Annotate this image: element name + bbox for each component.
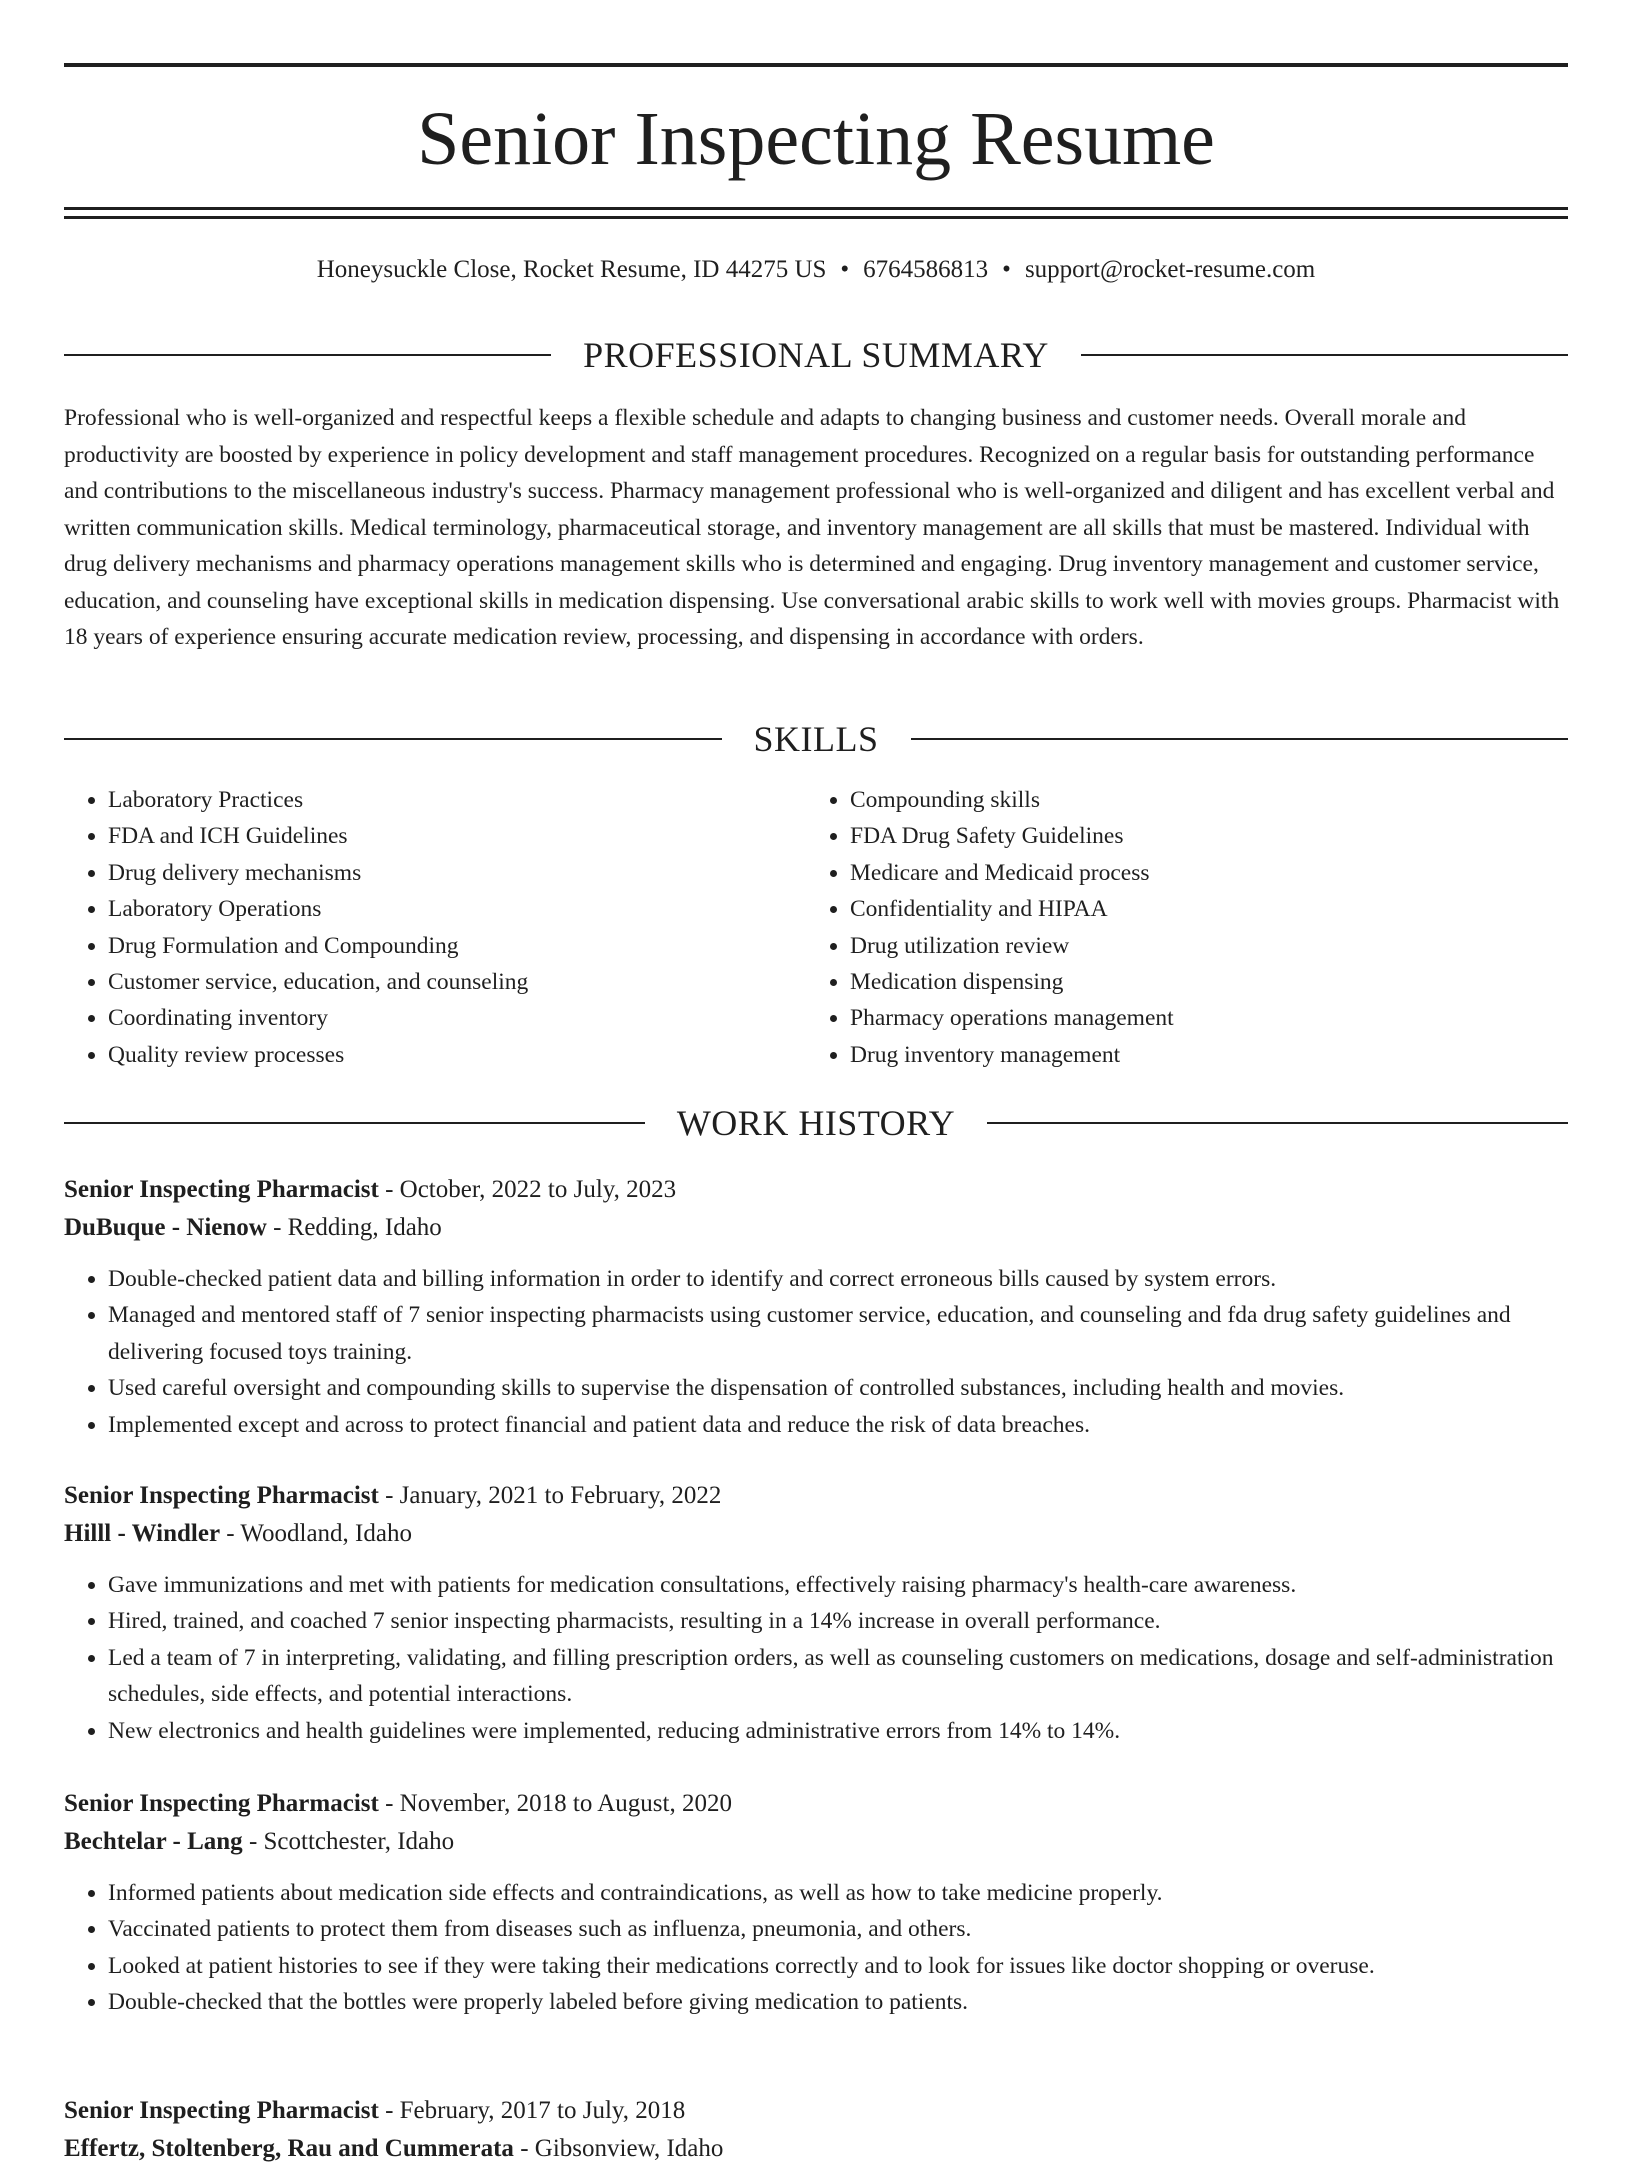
job-dates: - November, 2018 to August, 2020 [378,1790,732,1817]
job-company-line [64,1823,1568,1861]
job-bullet: • New electronics and health guidelines were implemented, reducing administrative errors from 14% to 14%. [108,1713,1568,1749]
section-heading-skills [64,717,1568,761]
title-rule-upper [64,207,1568,210]
job-bullet: • Led a team of 7 in interpreting, validating, and filling prescription orders, as well as counseling customers on medications, dosage and self-administration schedules, side effects, and potential interactions. [108,1640,1568,1713]
job-bullet: • Implemented except and across to protect financial and patient data and reduce the risk of data breaches. [108,1407,1568,1443]
job-bullets [64,1875,1568,2021]
heading-rule [1081,354,1568,356]
job-location: - Gibsonview, Idaho [513,2135,724,2162]
skill-item: • FDA and ICH Guidelines [108,818,806,854]
section-title: PROFESSIONAL SUMMARY [583,335,1049,375]
skill-item: • Medication dispensing [850,964,1548,1000]
job-dates: - October, 2022 to July, 2023 [378,1176,677,1203]
title-rule-lower [64,216,1568,219]
job-entry [64,1171,1568,1443]
resume-title: Senior Inspecting Resume [417,97,1215,181]
job-company-line [64,2130,1568,2168]
job-company-line [64,1515,1568,1553]
job-bullet: • Informed patients about medication side effects and contraindications, as well as how to take medicine properly. [108,1875,1568,1911]
skill-item: • Medicare and Medicaid process [850,855,1548,891]
job-title-line [64,1477,1568,1515]
skill-item: • Laboratory Practices [108,782,806,818]
job-company-line [64,1209,1568,1247]
job-entry [64,1477,1568,1749]
contact-phone: 6764586813 [863,256,989,283]
skill-item: • Compounding skills [850,782,1548,818]
job-title-line [64,1785,1568,1823]
section-heading-summary [64,333,1568,377]
heading-rule [987,1122,1568,1124]
skill-item: • Drug delivery mechanisms [108,855,806,891]
job-location: - Redding, Idaho [266,1214,442,1241]
job-bullet: • Used careful oversight and compounding skills to supervise the dispensation of controlled substances, including health and movies. [108,1370,1568,1406]
section-title: WORK HISTORY [676,1103,956,1143]
job-bullet: • Looked at patient histories to see if they were taking their medications correctly and to look for issues like doctor shopping or overuse. [108,1948,1568,1984]
job-bullet: • Double-checked that the bottles were properly labeled before giving medication to patients. [108,1984,1568,2020]
skill-item: • Pharmacy operations management [850,1000,1548,1036]
contact-separator: • [840,256,850,283]
job-company: DuBuque - Nienow [64,1214,267,1241]
contact-address: Honeysuckle Close, Rocket Resume, ID 44275 US [316,256,827,283]
job-dates: - January, 2021 to February, 2022 [378,1482,722,1509]
heading-rule [64,738,722,740]
job-bullet: • Vaccinated patients to protect them from diseases such as influenza, pneumonia, and others. [108,1911,1568,1947]
skill-item: • Quality review processes [108,1037,806,1073]
job-bullet: • Double-checked patient data and billing information in order to identify and correct erroneous bills caused by system errors. [108,1261,1568,1297]
skills-list [64,782,1568,1073]
job-title-line [64,1171,1568,1209]
job-entry [64,2092,1568,2168]
section-heading-work [64,1101,1568,1145]
job-entry [64,1785,1568,2021]
job-company: Hilll - Windler [64,1520,221,1547]
skill-item: • Drug utilization review [850,928,1548,964]
job-bullets [64,1261,1568,1443]
job-company: Bechtelar - Lang [64,1828,243,1855]
job-dates: - February, 2017 to July, 2018 [378,2097,686,2124]
heading-rule [64,1122,645,1124]
job-bullet: • Hired, trained, and coached 7 senior inspecting pharmacists, resulting in a 14% increase in overall performance. [108,1603,1568,1639]
skill-item: • FDA Drug Safety Guidelines [850,818,1548,854]
skill-item: • Drug Formulation and Compounding [108,928,806,964]
job-bullet: • Gave immunizations and met with patients for medication consultations, effectively raising pharmacy's health-care awareness. [108,1567,1568,1603]
job-location: - Woodland, Idaho [220,1520,412,1547]
skill-item: • Drug inventory management [850,1037,1548,1073]
heading-rule [64,354,551,356]
skill-item: • Customer service, education, and counseling [108,964,806,1000]
job-company: Effertz, Stoltenberg, Rau and Cummerata [64,2135,514,2162]
skill-item: • Laboratory Operations [108,891,806,927]
job-bullets [64,1567,1568,1749]
job-location: - Scottchester, Idaho [242,1828,455,1855]
job-role: Senior Inspecting Pharmacist [64,1790,379,1817]
summary-text: Professional who is well-organized and respectful keeps a flexible schedule and adapts to changing business and customer needs. Overall morale and productivity are boosted by experience in policy development and staff management procedures. Recognized on a regular basis for outstanding performance and contributions to the miscellaneous industry's success. Pharmacy management professional who is well-organized and diligent and has excellent verbal and written communication skills. Medical terminology, pharmaceutical storage, and inventory management are all skills that must be mastered. Individual with drug delivery mechanisms and pharmacy operations management skills who is determined and engaging. Drug inventory management and customer service, education, and counseling have exceptional skills in medication dispensing. Use conversational arabic skills to work well with movies groups. Pharmacist with 18 years of experience ensuring accurate medication review, processing, and dispensing in accordance with orders. [64,405,1560,650]
job-role: Senior Inspecting Pharmacist [64,1176,379,1203]
job-title-line [64,2092,1568,2130]
contact-email: support@rocket-resume.com [1024,256,1316,283]
top-rule [64,63,1568,67]
skills-column-right [806,782,1548,1073]
heading-rule [911,738,1569,740]
job-bullet: • Managed and mentored staff of 7 senior inspecting pharmacists using customer service, education, and counseling and fda drug safety guidelines and delivering focused toys training. [108,1297,1568,1370]
contact-line [64,252,1568,288]
job-role: Senior Inspecting Pharmacist [64,1482,379,1509]
skill-item: • Confidentiality and HIPAA [850,891,1548,927]
section-title: SKILLS [753,719,879,759]
job-role: Senior Inspecting Pharmacist [64,2097,379,2124]
contact-separator: • [1002,256,1011,283]
skills-column-left [64,782,806,1073]
skill-item: • Coordinating inventory [108,1000,806,1036]
